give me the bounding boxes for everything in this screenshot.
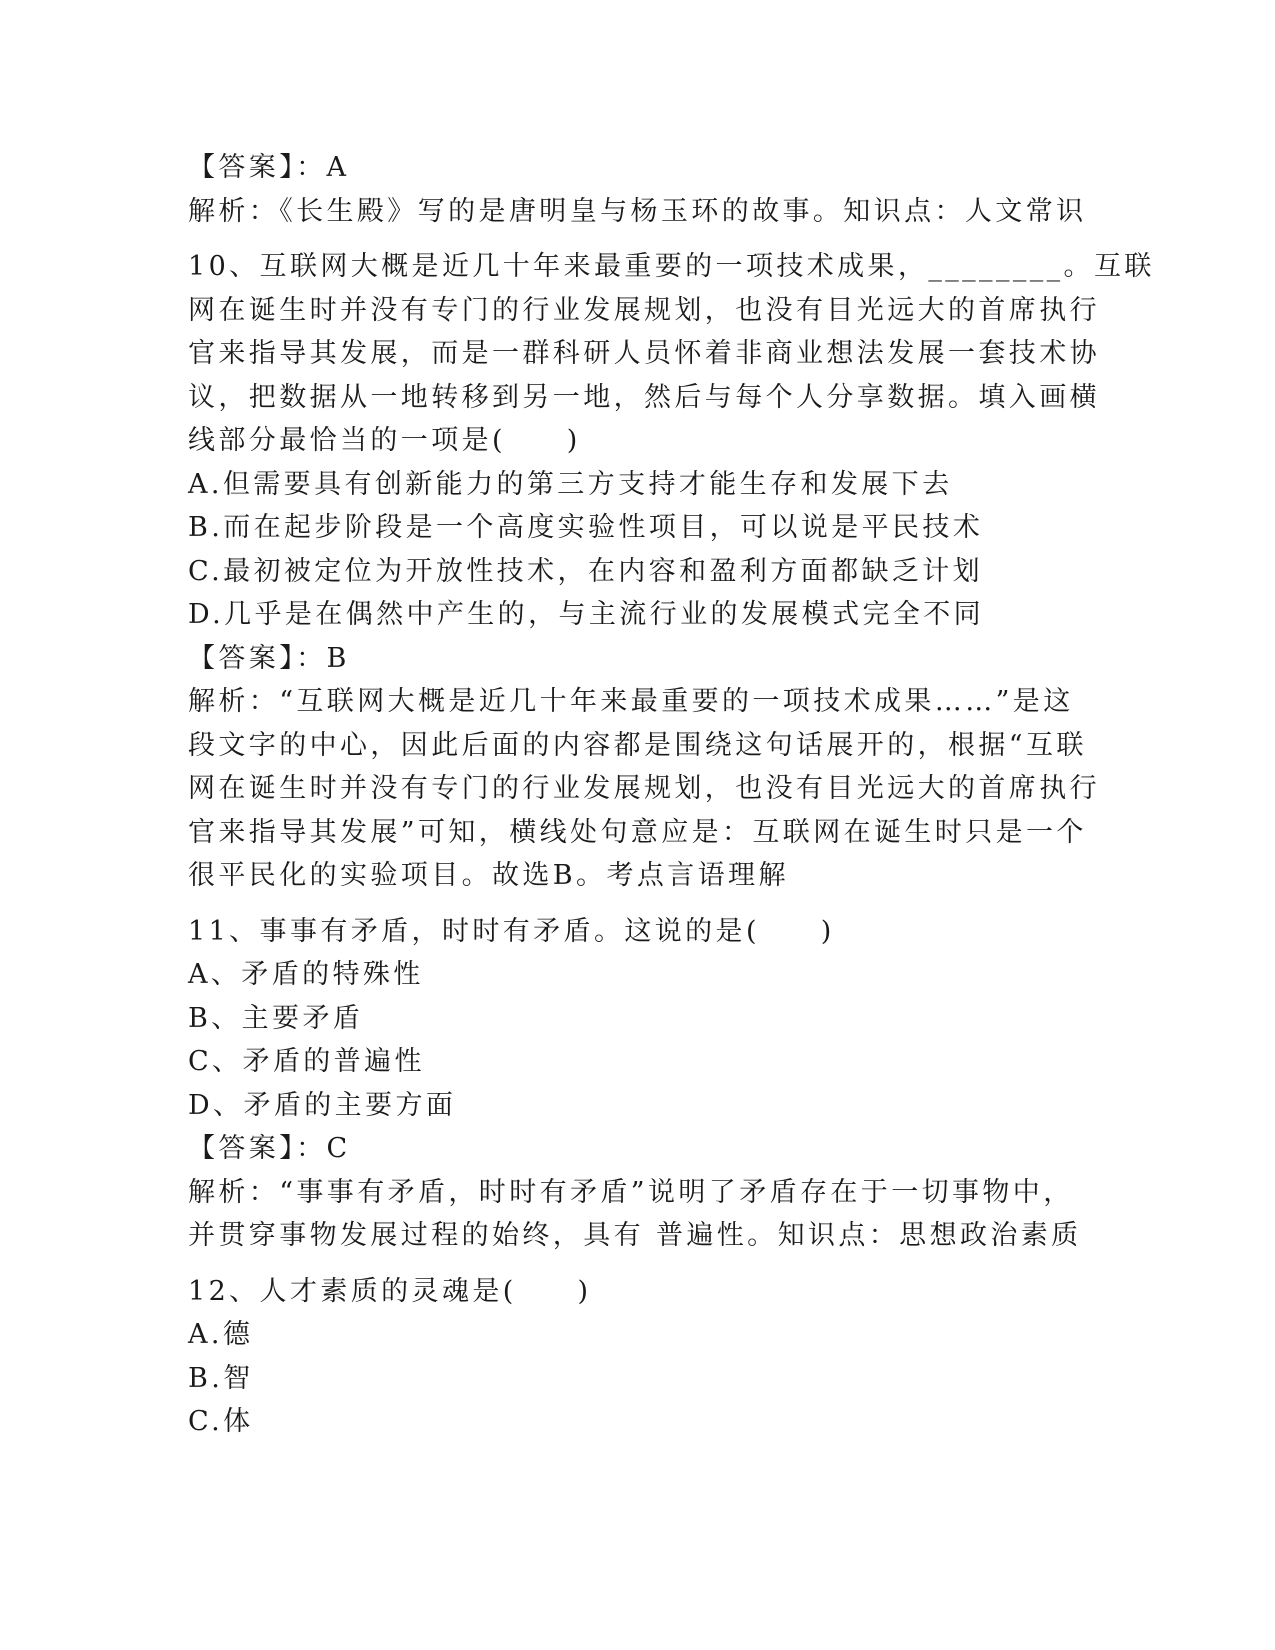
explanation-text: 解析：“事事有矛盾，时时有矛盾”说明了矛盾存在于一切事物中，: [188, 1176, 1074, 1208]
explanation-text: 很平民化的实验项目。故选B。考点言语理解: [188, 860, 789, 891]
option-b: B.而在起步阶段是一个高度实验性项目，可以说是平民技术: [188, 512, 984, 543]
document-page: [188, 146, 1155, 1444]
question-text: 12、人才素质的灵魂是( ): [188, 1275, 592, 1307]
question-text: 11、事事有矛盾，时时有矛盾。这说的是( ): [188, 915, 835, 947]
explanation-text: 并贯穿事物发展过程的始终，具有 普遍性。知识点：思想政治素质: [188, 1220, 1082, 1251]
explanation-text: 网在诞生时并没有专门的行业发展规划，也没有目光远大的首席执行: [188, 773, 1100, 804]
question-block-10: [188, 245, 1155, 898]
question-text: 官来指导其发展，而是一群科研人员怀着非商业想法发展一套技术协: [188, 338, 1100, 369]
option-b: B.智: [188, 1362, 254, 1394]
option-d: D.几乎是在偶然中产生的，与主流行业的发展模式完全不同: [188, 599, 985, 630]
explanation-text: 解析：《长生殿》写的是唐明皇与杨玉环的故事。知识点：人文常识: [188, 195, 1087, 227]
question-block-11: [188, 910, 1088, 1258]
answer-label: 【答案】：C: [188, 1133, 351, 1164]
explanation-text: 解析：“互联网大概是近几十年来最重要的一项技术成果……”是这: [188, 686, 1074, 717]
question-text: 线部分最恰当的一项是( ): [188, 425, 581, 456]
question-block-12: [188, 1270, 1088, 1444]
option-d: D、矛盾的主要方面: [188, 1089, 457, 1121]
option-c: C.最初被定位为开放性技术，在内容和盈利方面都缺乏计划: [188, 555, 984, 587]
option-c: C、矛盾的普遍性: [188, 1046, 425, 1077]
question-text: 10、互联网大概是近几十年来最重要的一项技术成果，________。互联: [188, 251, 1155, 282]
explanation-text: 官来指导其发展”可知，横线处句意应是：互联网在诞生时只是一个: [188, 816, 1087, 848]
option-b: B、主要矛盾: [188, 1002, 364, 1034]
question-text: 议，把数据从一地转移到另一地，然后与每个人分享数据。填入画横: [188, 381, 1100, 413]
explanation-text: 段文字的中心，因此后面的内容都是围绕这句话展开的，根据“互联: [188, 729, 1087, 761]
option-a: A.德: [188, 1319, 254, 1350]
option-a: A、矛盾的特殊性: [188, 959, 424, 990]
answer-label: 【答案】：A: [188, 152, 350, 183]
answer-label: 【答案】：B: [188, 642, 350, 674]
option-a: A.但需要具有创新能力的第三方支持才能生存和发展下去: [188, 468, 953, 500]
answer-block-9: [188, 146, 1088, 233]
option-c: C.体: [188, 1406, 254, 1437]
question-text: 网在诞生时并没有专门的行业发展规划，也没有目光远大的首席执行: [188, 294, 1100, 326]
